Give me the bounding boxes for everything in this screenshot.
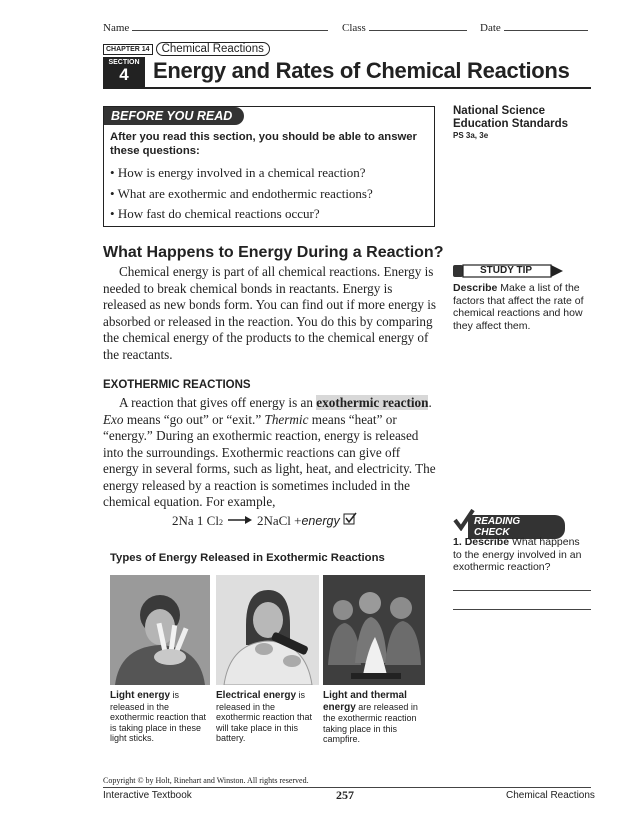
name-field (103, 20, 328, 34)
study-tip-label: STUDY TIP (480, 265, 533, 276)
reading-check-bold: Describe (464, 536, 510, 548)
equation-energy: energy (301, 514, 340, 528)
before-you-read-intro: After you read this section, you should be able to answer these questions: (110, 131, 417, 157)
text-run: means “heat” or “energy.” During an exothermic reaction, energy is released into the surroundings. Exothermic reactions can give off energy in several forms, such as light, heat, and electricity. The energy released by a reaction is sometimes included in the chemical equation. For example, (103, 411, 436, 509)
paragraph-exothermic (103, 395, 438, 511)
section-label: SECTION (108, 59, 140, 66)
class-blank (369, 20, 467, 31)
caption-bold: Electrical energy (216, 690, 297, 701)
caption-text: is released in the exothermic reaction that is taking place in these light sticks. (110, 690, 207, 743)
reading-check-badge (453, 509, 565, 538)
study-tip-bold: Describe (453, 282, 498, 294)
page-number: 257 (336, 788, 354, 802)
study-tip-text (453, 282, 591, 332)
caption-electrical (216, 690, 320, 744)
caption-bold: Light and thermal energy (323, 690, 407, 713)
equation-right: 2NaCl + (256, 513, 302, 528)
subheading-exothermic: EXOTHERMIC REACTIONS (103, 379, 251, 391)
copyright: Copyright © by Holt, Rinehart and Winston. All rights reserved. (103, 776, 309, 785)
answer-line[interactable] (453, 590, 591, 591)
photo-battery (216, 575, 319, 685)
checkbox-icon (343, 512, 357, 525)
question-text: How fast do chemical reactions occur? (117, 206, 320, 221)
date-blank (504, 20, 588, 31)
section-heading: What Happens to Energy During a Reaction? (103, 244, 444, 261)
chapter-title: Chemical Reactions (156, 42, 270, 56)
reading-check-text (453, 536, 589, 574)
vocab-term-exothermic-reaction: exothermic reaction (316, 395, 429, 410)
footer-book-title: Interactive Textbook (103, 790, 192, 801)
class-field (342, 20, 467, 34)
equation-left: 2Na 1 Cl (172, 513, 219, 528)
paragraph-energy: Chemical energy is part of all chemical reactions. Energy is needed to break chemical bonds in reactants. Energy is released as new bonds form. You can find out if more energy is absorbed or released in the reaction. You do this by comparing the chemical energy of the products to the chemical energy of the reactants. (103, 264, 437, 362)
name-blank (132, 20, 328, 31)
date-label: Date (480, 22, 501, 34)
text-run: A reaction that gives off energy is an (119, 395, 317, 410)
chapter-line (103, 42, 270, 56)
caption-bold: Light energy (110, 690, 171, 701)
arrow-icon (227, 515, 253, 525)
list-item: • How fast do chemical reactions occur? (110, 206, 320, 221)
chemical-equation (172, 512, 357, 529)
question-text: What are exothermic and endothermic reactions? (117, 185, 373, 201)
reading-check-body: What happens to the energy involved in an exothermic reaction? (453, 536, 582, 573)
term-thermic: Thermic (264, 411, 309, 427)
question-text: How is energy involved in a chemical reaction? (117, 165, 366, 180)
list-item: • What are exothermic and endothermic reactions? (110, 185, 373, 201)
date-field (480, 20, 588, 34)
name-label: Name (103, 22, 130, 34)
section-number: 4 (119, 65, 129, 84)
standards-codes: PS 3a, 3e (453, 131, 489, 140)
caption-text: is released in the exothermic reaction that will take place in this battery. (216, 690, 313, 743)
class-label: Class (342, 22, 366, 34)
caption-light (110, 690, 212, 744)
footer-chapter: Chemical Reactions (506, 790, 595, 801)
page-title: Energy and Rates of Chemical Reactions (153, 58, 570, 83)
study-tip-body: Make a list of the factors that affect the rate of chemical reactions and how they affect them. (453, 282, 584, 332)
text-run: means “go out” or “exit.” (123, 411, 265, 427)
caption-text: are released in the exothermic reaction taking place in this campfire. (323, 701, 418, 744)
list-item: • How is energy involved in a chemical reaction? (110, 165, 366, 180)
chapter-label: CHAPTER 14 (103, 44, 153, 55)
study-tip-badge (453, 264, 565, 278)
photo-campfire (323, 575, 425, 685)
title-rule (103, 87, 591, 89)
reading-check-label: READING CHECK (468, 515, 565, 539)
before-you-read-tab: BEFORE YOU READ (104, 107, 244, 125)
term-exo: Exo (103, 411, 124, 427)
caption-campfire (323, 690, 431, 745)
question-number: 1. (453, 536, 462, 548)
equation-subscript: 2 (218, 518, 223, 527)
answer-line[interactable] (453, 609, 591, 610)
standards-title: National Science Education Standards (453, 105, 569, 130)
figure-title: Types of Energy Released in Exothermic Reactions (110, 552, 385, 564)
photo-light-sticks (110, 575, 210, 685)
section-box (103, 57, 145, 87)
question-list (110, 163, 430, 225)
text-run: . (428, 395, 432, 410)
